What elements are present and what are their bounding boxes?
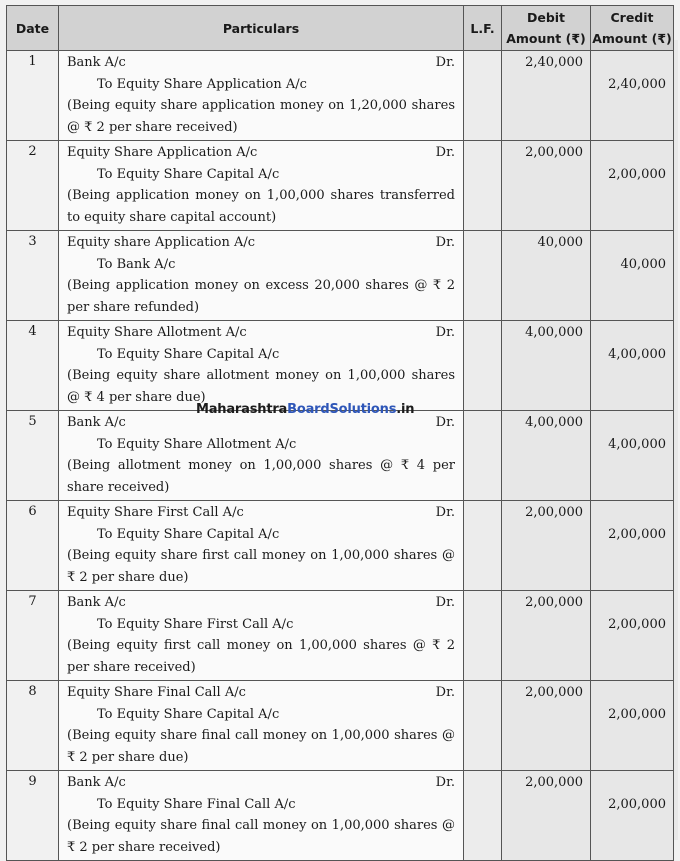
watermark-logo [196,402,414,417]
credit-account: To Equity Share Final Call A/c [97,796,296,812]
header-credit-amount: Credit Amount (₹) [591,6,674,51]
debit-amount: 2,40,000 [502,51,591,141]
debit-amount: 2,00,000 [502,681,591,771]
dr-marker: Dr. [435,415,455,430]
entry-particulars [59,771,464,861]
header-lf: L.F. [464,6,502,51]
credit-account: To Equity Share Capital A/c [97,346,280,362]
credit-amount-cell [591,681,674,771]
credit-account: To Equity Share Application A/c [97,76,307,92]
journal-entry-row [7,411,674,501]
debit-amount: 2,00,000 [502,591,591,681]
entry-lf [464,591,502,681]
credit-spacer [591,502,666,524]
debit-amount: 2,00,000 [502,501,591,591]
journal-entry-row [7,501,674,591]
credit-account: To Equity Share Capital A/c [97,526,280,542]
debit-account: Bank A/c [67,415,126,430]
credit-amount-cell [591,321,674,411]
entry-date: 1 [7,51,59,141]
credit-account: To Equity Share Capital A/c [97,706,280,722]
debit-line [67,142,455,164]
debit-line [67,502,455,524]
debit-account: Equity Share Application A/c [67,145,258,160]
credit-amount: 40,000 [620,256,666,272]
credit-amount: 2,00,000 [608,796,666,812]
entry-lf [464,681,502,771]
narration: (Being equity first call money on 1,00,000 shares @ ₹ 2 per share received) [67,638,455,675]
credit-spacer [591,232,666,254]
journal-entry-row [7,591,674,681]
entry-date: 3 [7,231,59,321]
credit-amount-cell [591,231,674,321]
credit-spacer [591,412,666,434]
credit-spacer [591,322,666,344]
journal-entry-row [7,51,674,141]
credit-amount-cell [591,141,674,231]
debit-account: Bank A/c [67,595,126,610]
entry-lf [464,231,502,321]
entry-lf [464,51,502,141]
entry-lf [464,321,502,411]
debit-account: Equity Share Final Call A/c [67,685,246,700]
entry-particulars [59,51,464,141]
dr-marker: Dr. [435,325,455,340]
journal-entry-row [7,681,674,771]
table-header-row [7,6,674,51]
debit-amount: 4,00,000 [502,411,591,501]
entry-lf [464,141,502,231]
dr-marker: Dr. [435,505,455,520]
credit-amount: 4,00,000 [608,346,666,362]
entry-date: 6 [7,501,59,591]
credit-account: To Bank A/c [97,256,176,272]
dr-marker: Dr. [435,775,455,790]
credit-spacer [591,52,666,74]
entry-particulars [59,501,464,591]
entry-particulars [59,411,464,501]
entry-particulars [59,681,464,771]
header-particulars: Particulars [59,6,464,51]
credit-amount-cell [591,51,674,141]
narration: (Being equity share final call money on 1,00,000 shares @ ₹ 2 per share due) [67,728,455,765]
credit-spacer [591,592,666,614]
credit-amount-cell [591,771,674,861]
debit-account: Equity Share Allotment A/c [67,325,247,340]
journal-entry-row [7,231,674,321]
dr-marker: Dr. [435,145,455,160]
narration: (Being equity share allotment money on 1,00,000 shares @ ₹ 4 per share due) [67,368,455,405]
narration: (Being equity share final call money on 1,00,000 shares @ ₹ 2 per share received) [67,818,455,855]
debit-line [67,52,455,74]
entry-date: 8 [7,681,59,771]
narration: (Being application money on excess 20,000 shares @ ₹ 2 per share refunded) [67,278,455,315]
debit-amount: 40,000 [502,231,591,321]
entry-lf [464,411,502,501]
debit-line [67,772,455,794]
journal-entry-row [7,141,674,231]
debit-account: Bank A/c [67,55,126,70]
debit-account: Bank A/c [67,775,126,790]
dr-marker: Dr. [435,55,455,70]
journal-body [7,51,674,861]
narration: (Being equity share application money on 1,20,000 shares @ ₹ 2 per share received) [67,98,455,135]
credit-amount: 2,00,000 [608,166,666,182]
dr-marker: Dr. [435,595,455,610]
narration: (Being equity share first call money on 1,00,000 shares @ ₹ 2 per share due) [67,548,455,585]
credit-amount-cell [591,501,674,591]
debit-amount: 4,00,000 [502,321,591,411]
debit-account: Equity share Application A/c [67,235,256,250]
entry-date: 9 [7,771,59,861]
watermark-middle: BoardSolutions [287,402,397,417]
credit-account: To Equity Share Allotment A/c [97,436,297,452]
dr-marker: Dr. [435,685,455,700]
narration: (Being allotment money on 1,00,000 shares @ ₹ 4 per share received) [67,458,455,495]
debit-amount: 2,00,000 [502,141,591,231]
credit-amount: 2,00,000 [608,526,666,542]
credit-amount: 2,00,000 [608,706,666,722]
entry-lf [464,771,502,861]
debit-amount: 2,00,000 [502,771,591,861]
credit-account: To Equity Share First Call A/c [97,616,294,632]
entry-date: 4 [7,321,59,411]
credit-amount: 4,00,000 [608,436,666,452]
debit-line [67,232,455,254]
debit-line [67,592,455,614]
credit-account: To Equity Share Capital A/c [97,166,280,182]
dr-marker: Dr. [435,235,455,250]
debit-line [67,682,455,704]
entry-particulars [59,231,464,321]
credit-spacer [591,772,666,794]
journal-entry-row [7,321,674,411]
journal-table [6,5,674,861]
debit-line [67,322,455,344]
credit-spacer [591,142,666,164]
entry-date: 7 [7,591,59,681]
header-debit-amount: Debit Amount (₹) [502,6,591,51]
entry-date: 2 [7,141,59,231]
credit-amount: 2,00,000 [608,616,666,632]
credit-spacer [591,682,666,704]
entry-particulars [59,321,464,411]
watermark-suffix: .in [396,402,415,417]
entry-particulars [59,591,464,681]
credit-amount-cell [591,591,674,681]
entry-lf [464,501,502,591]
journal-entry-row [7,771,674,861]
watermark-prefix: Maharashtra [196,402,288,417]
entry-particulars [59,141,464,231]
credit-amount-cell [591,411,674,501]
narration: (Being application money on 1,00,000 shares transferred to equity share capital account) [67,188,455,225]
debit-account: Equity Share First Call A/c [67,505,244,520]
credit-amount: 2,40,000 [608,76,666,92]
header-date: Date [7,6,59,51]
entry-date: 5 [7,411,59,501]
